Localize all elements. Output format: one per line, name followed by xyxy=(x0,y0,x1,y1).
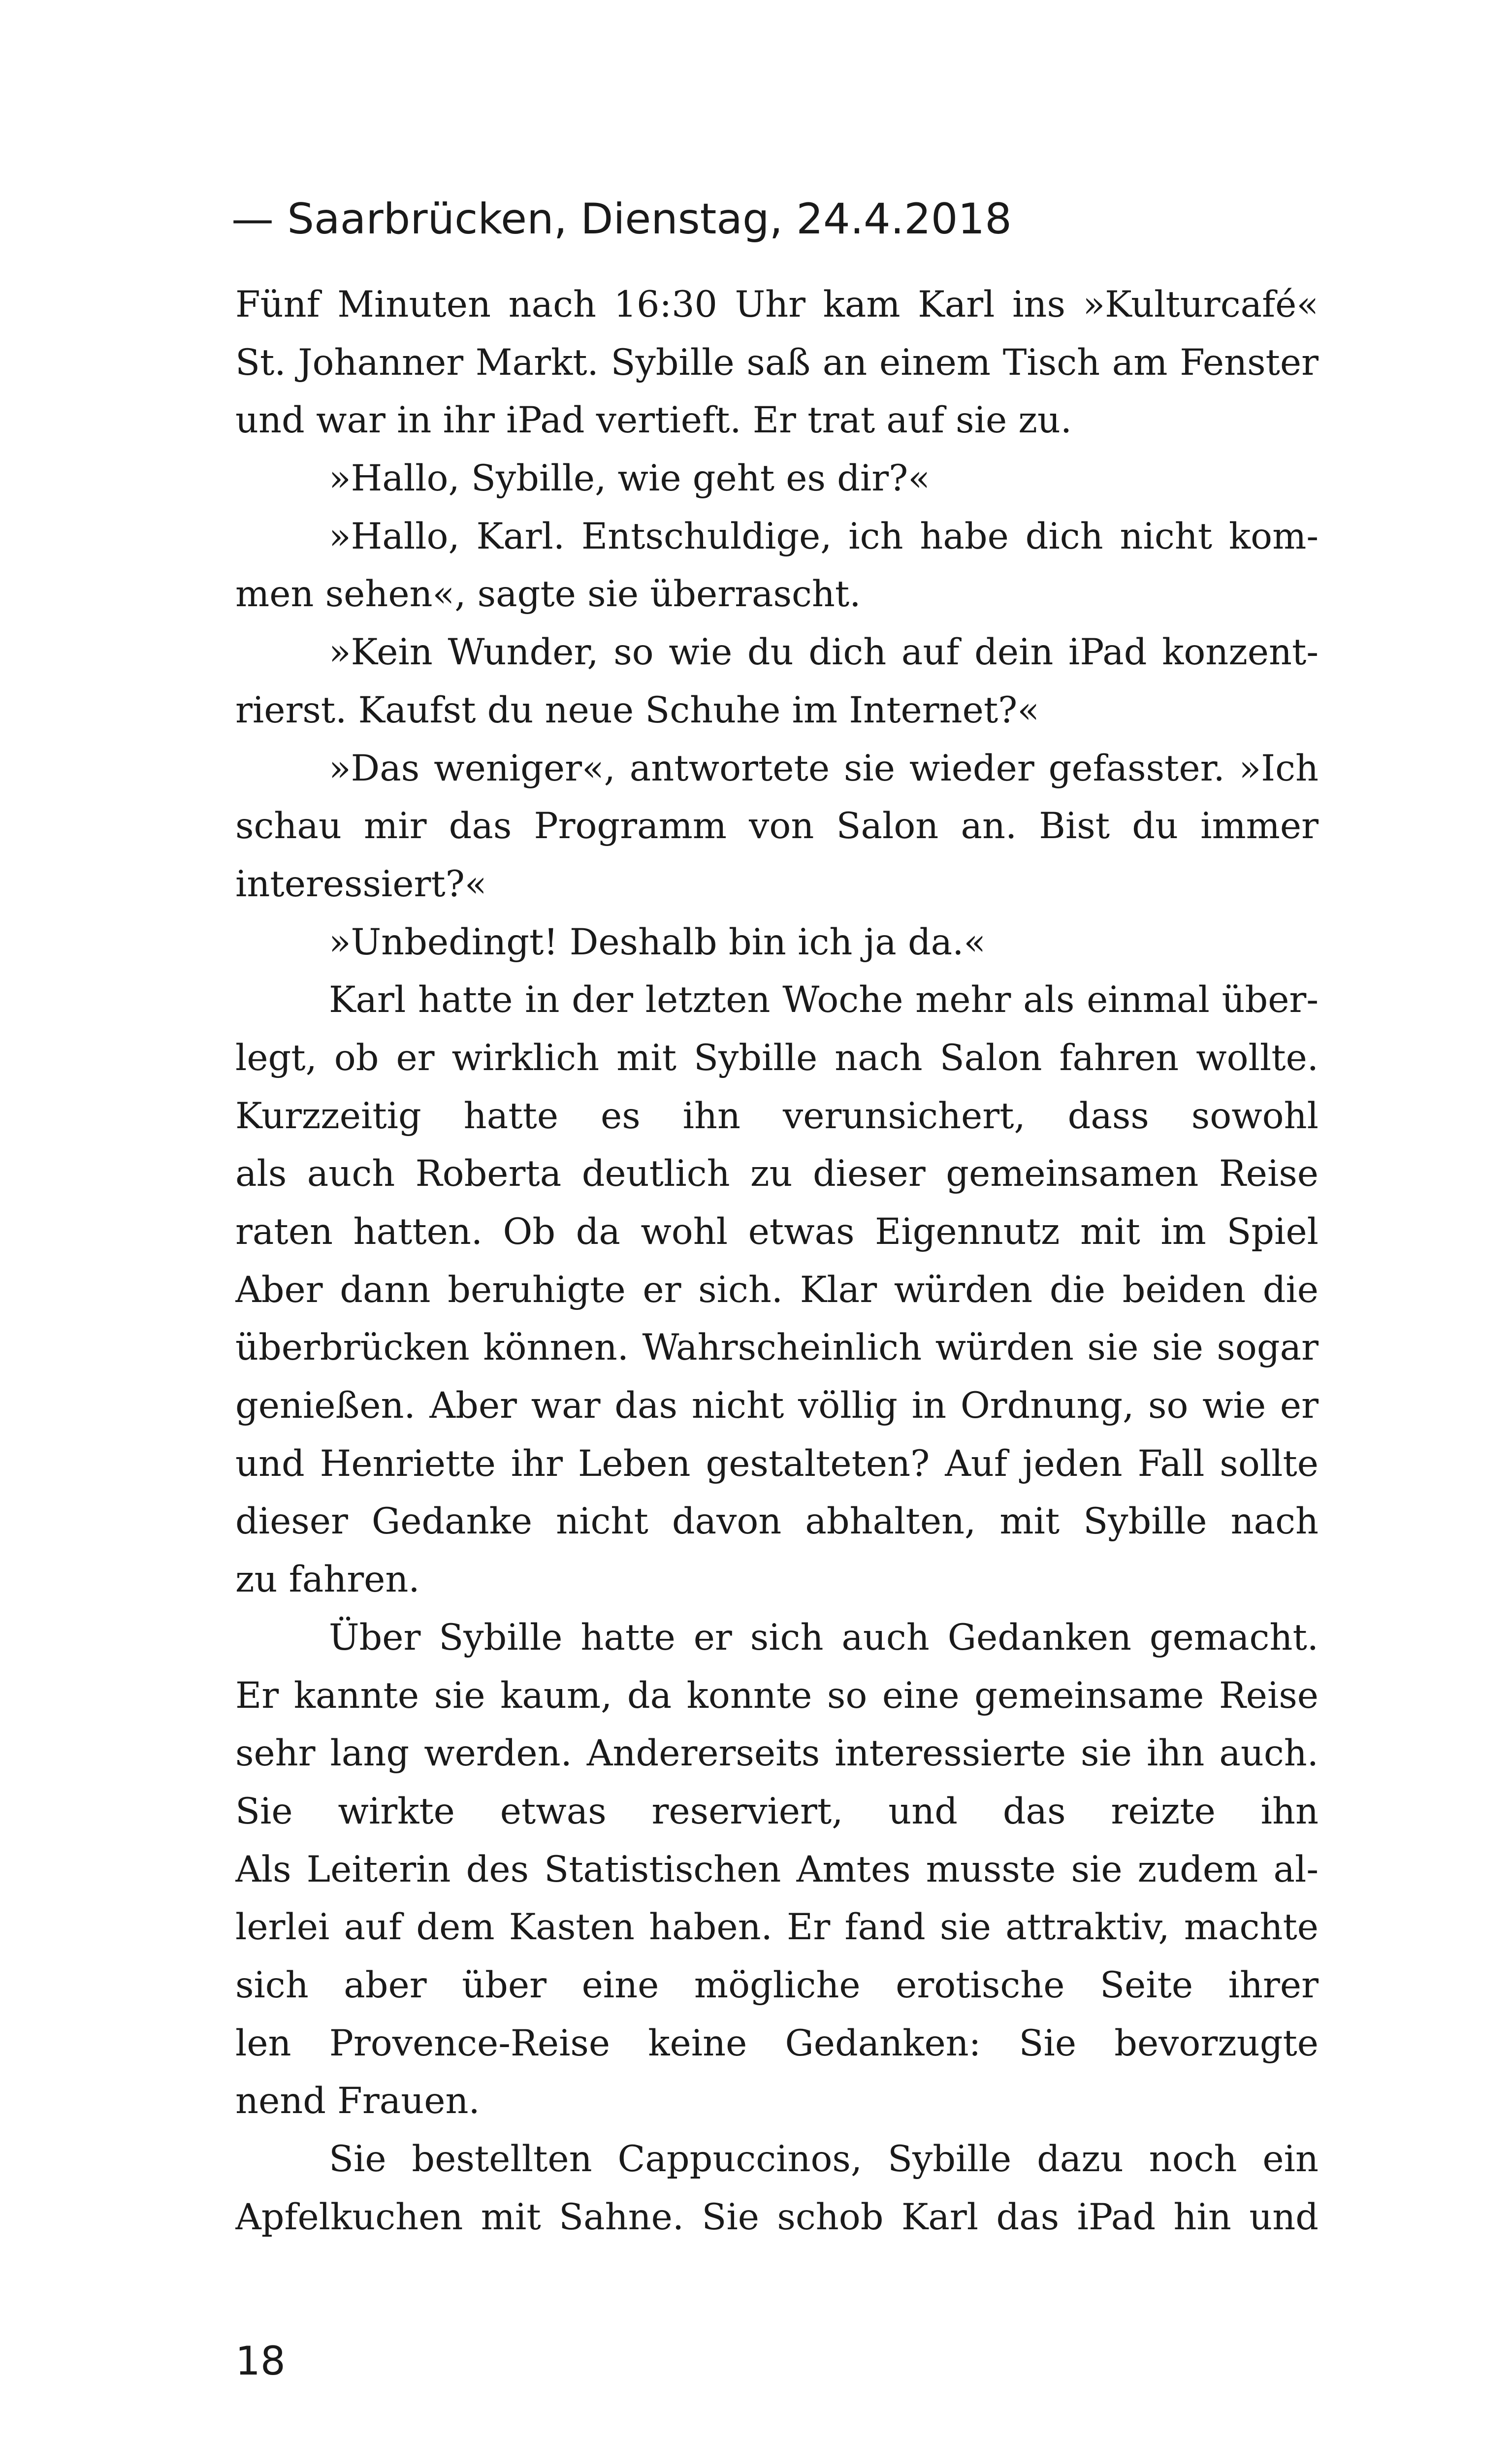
text-line: sehr lang werden. Andererseits interessierte sie ihn auch. xyxy=(235,1732,1319,1775)
text-line: len Provence-Reise keine Gedanken: Sie bevorzugte xyxy=(235,2022,1319,2064)
text-line: sich aber über eine mögliche erotische Seite ihrer xyxy=(235,1964,1319,2006)
text-line: schau mir das Programm von Salon an. Bist du immer xyxy=(235,805,1319,847)
text-line: Er kannte sie kaum, da konnte so eine gemeinsame Reise xyxy=(235,1674,1319,1717)
page-number: 18 xyxy=(235,2338,286,2384)
text-line: und Henriette ihr Leben gestalteten? Auf jeden Fall sollte xyxy=(235,1442,1319,1485)
text-line: »Kein Wunder, so wie du dich auf dein iPad konzent- xyxy=(329,631,1319,674)
text-line: interessiert?« xyxy=(235,863,487,905)
text-line: überbrücken können. Wahrscheinlich würden sie sie sogar xyxy=(235,1327,1319,1369)
text-line: Aber dann beruhigte er sich. Klar würden die beiden die xyxy=(235,1269,1319,1311)
body-text xyxy=(235,276,1319,2246)
text-line: Sie bestellten Cappuccinos, Sybille dazu noch ein xyxy=(329,2138,1319,2180)
text-line: Über Sybille hatte er sich auch Gedanken gemacht. xyxy=(329,1616,1319,1659)
text-line: St. Johanner Markt. Sybille saß an einem Tisch am Fenster xyxy=(235,341,1319,384)
text-line: men sehen«, sagte sie überrascht. xyxy=(235,573,861,616)
text-line: »Unbedingt! Deshalb bin ich ja da.« xyxy=(329,921,986,963)
chapter-heading: — Saarbrücken, Dienstag, 24.4.2018 xyxy=(231,195,1012,244)
text-line: »Das weniger«, antwortete sie wieder gefasster. »Ich xyxy=(329,747,1319,789)
text-line: Fünf Minuten nach 16:30 Uhr kam Karl ins »Kulturcafé« xyxy=(235,284,1319,326)
text-line: zu fahren. xyxy=(235,1559,420,1601)
text-line: als auch Roberta deutlich zu dieser gemeinsamen Reise xyxy=(235,1153,1319,1195)
text-line: Karl hatte in der letzten Woche mehr als einmal über- xyxy=(329,979,1319,1021)
text-line: »Hallo, Karl. Entschuldige, ich habe dich nicht kom- xyxy=(329,515,1319,557)
text-line: Kurzzeitig hatte es ihn verunsichert, dass sowohl xyxy=(235,1095,1319,1137)
text-line: raten hatten. Ob da wohl etwas Eigennutz mit im Spiel xyxy=(235,1211,1319,1253)
text-line: legt, ob er wirklich mit Sybille nach Salon fahren wollte. xyxy=(235,1037,1319,1079)
text-line: dieser Gedanke nicht davon abhalten, mit Sybille nach xyxy=(235,1500,1319,1543)
text-line: genießen. Aber war das nicht völlig in Ordnung, so wie er xyxy=(235,1385,1319,1427)
text-line: rierst. Kaufst du neue Schuhe im Internet?« xyxy=(235,689,1039,731)
text-line: Als Leiterin des Statistischen Amtes musste sie zudem al- xyxy=(235,1848,1319,1890)
text-line: lerlei auf dem Kasten haben. Er fand sie attraktiv, machte xyxy=(235,1906,1319,1949)
text-line: Sie wirkte etwas reserviert, und das reizte ihn xyxy=(235,1790,1319,1832)
text-line: nend Frauen. xyxy=(235,2080,480,2122)
text-line: »Hallo, Sybille, wie geht es dir?« xyxy=(329,457,930,500)
text-line: und war in ihr iPad vertieft. Er trat auf sie zu. xyxy=(235,399,1072,442)
text-line: Apfelkuchen mit Sahne. Sie schob Karl das iPad hin und xyxy=(235,2196,1319,2238)
